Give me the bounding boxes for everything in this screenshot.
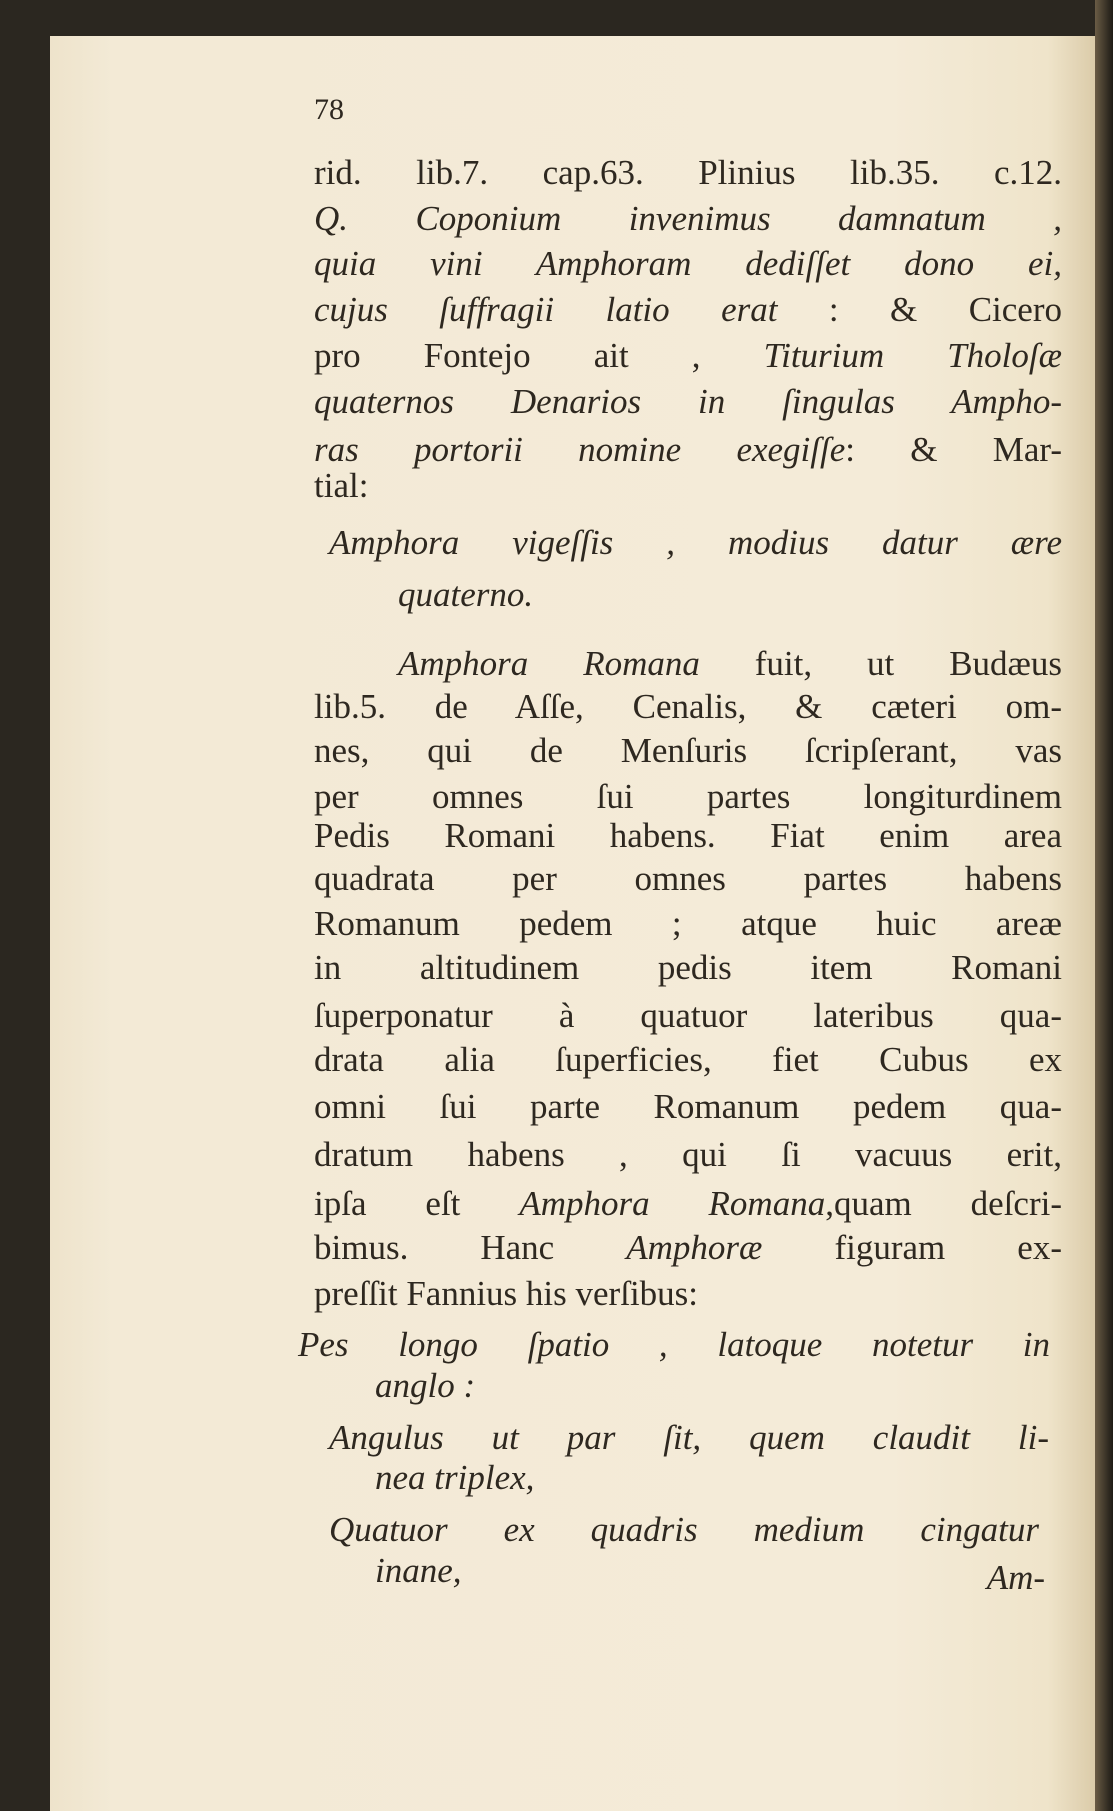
italic-text: Angulus ut par ſit, quem claudit li-: [329, 1418, 1049, 1457]
roman-text: lib.5. de Aſſe, Cenalis, & cæteri om-: [314, 687, 1062, 726]
italic-text: anglo :: [375, 1366, 476, 1405]
verse-line: [329, 520, 1062, 566]
italic-text: Quatuor ex quadris medium cingatur: [329, 1510, 1039, 1549]
roman-text: Pedis Romani habens. Fiat enim area: [314, 816, 1062, 855]
text-line: [314, 1037, 1062, 1083]
roman-text: rid. lib.7. cap.63. Plinius lib.35. c.12.: [314, 153, 1062, 192]
text-line: [314, 1225, 1062, 1271]
italic-text: Amphora Romana: [398, 644, 700, 683]
verse-line: [298, 1322, 1050, 1368]
text-line: [314, 993, 1062, 1039]
text-line: [314, 150, 1062, 196]
text-line: [314, 1271, 1062, 1317]
italic-text: cujus ſuffragii latio erat: [314, 290, 778, 329]
italic-text: Amphora vigeſſis , modius datur ære: [329, 523, 1062, 562]
roman-text: nes, qui de Menſuris ſcripſerant, vas: [314, 731, 1062, 770]
roman-text: figuram ex-: [762, 1228, 1062, 1267]
verse-line: [375, 1455, 975, 1501]
roman-text: : & Mar-: [845, 430, 1062, 469]
roman-text: per omnes ſui partes longiturdinem: [314, 777, 1062, 816]
text-line: [314, 287, 1062, 333]
text-line: [314, 684, 1062, 730]
italic-text: Q.: [314, 199, 349, 238]
roman-text: omni ſui parte Romanum pedem qua-: [314, 1087, 1062, 1126]
roman-text: drata alia ſuperficies, fiet Cubus ex: [314, 1040, 1062, 1079]
roman-text: ,quam deſcri-: [825, 1184, 1062, 1223]
page-edge: [1095, 0, 1113, 1811]
text-line: [314, 333, 1062, 379]
roman-text: dratum habens , qui ſi vacuus erit,: [314, 1135, 1062, 1174]
page-number: 78: [314, 93, 344, 126]
verse-line: [329, 1507, 1039, 1553]
text-line: [314, 901, 1062, 947]
italic-text: quaternos Denarios in ſingulas Ampho-: [314, 382, 1062, 421]
text-line: [314, 379, 1062, 425]
italic-text: Am-: [986, 1558, 1045, 1597]
roman-text: Romanum pedem ; atque huic areæ: [314, 904, 1062, 943]
text-line: [314, 728, 1062, 774]
text-line: [314, 945, 1062, 991]
roman-text: fuit, ut Budæus: [699, 644, 1063, 683]
italic-text: Coponium invenimus damnatum ,: [348, 199, 1062, 238]
italic-text: nea triplex,: [375, 1458, 535, 1497]
italic-text: Pes longo ſpatio , latoque notetur in: [298, 1325, 1050, 1364]
italic-text: quia vini Amphoram dediſſet dono ei,: [314, 244, 1062, 283]
text-line: [314, 196, 1062, 242]
italic-text: Amphoræ: [626, 1228, 763, 1267]
roman-text: ipſa eſt: [314, 1184, 520, 1223]
text-line: [314, 856, 1062, 902]
verse-line: [375, 1548, 675, 1594]
text-line: [314, 241, 1062, 287]
text-line: [314, 1181, 1062, 1227]
roman-text: preſſit Fannius his verſibus:: [314, 1274, 699, 1313]
text-line: [314, 1084, 1062, 1130]
text-line: [398, 641, 1062, 687]
italic-text: inane,: [375, 1551, 462, 1590]
italic-text: Titurium Tholoſæ: [763, 336, 1062, 375]
verse-line: [375, 1363, 975, 1409]
roman-text: tial:: [314, 466, 369, 505]
roman-text: in altitudinem pedis item Romani: [314, 948, 1062, 987]
italic-text: Amphora Romana: [519, 1184, 826, 1223]
roman-text: : & Cicero: [777, 290, 1062, 329]
roman-text: pro Fontejo ait ,: [314, 336, 764, 375]
text-line: [314, 813, 1062, 859]
roman-text: ſuperponatur à quatuor lateribus qua-: [314, 996, 1062, 1035]
text-line: [314, 1132, 1062, 1178]
catchword: [900, 1555, 1045, 1601]
roman-text: bimus. Hanc: [314, 1228, 627, 1267]
text-line: [314, 463, 1062, 509]
verse-line: [398, 572, 1058, 618]
roman-text: quadrata per omnes partes habens: [314, 859, 1062, 898]
italic-text: ras portorii nomine exegiſſe: [314, 430, 846, 469]
italic-text: quaterno.: [398, 575, 534, 614]
